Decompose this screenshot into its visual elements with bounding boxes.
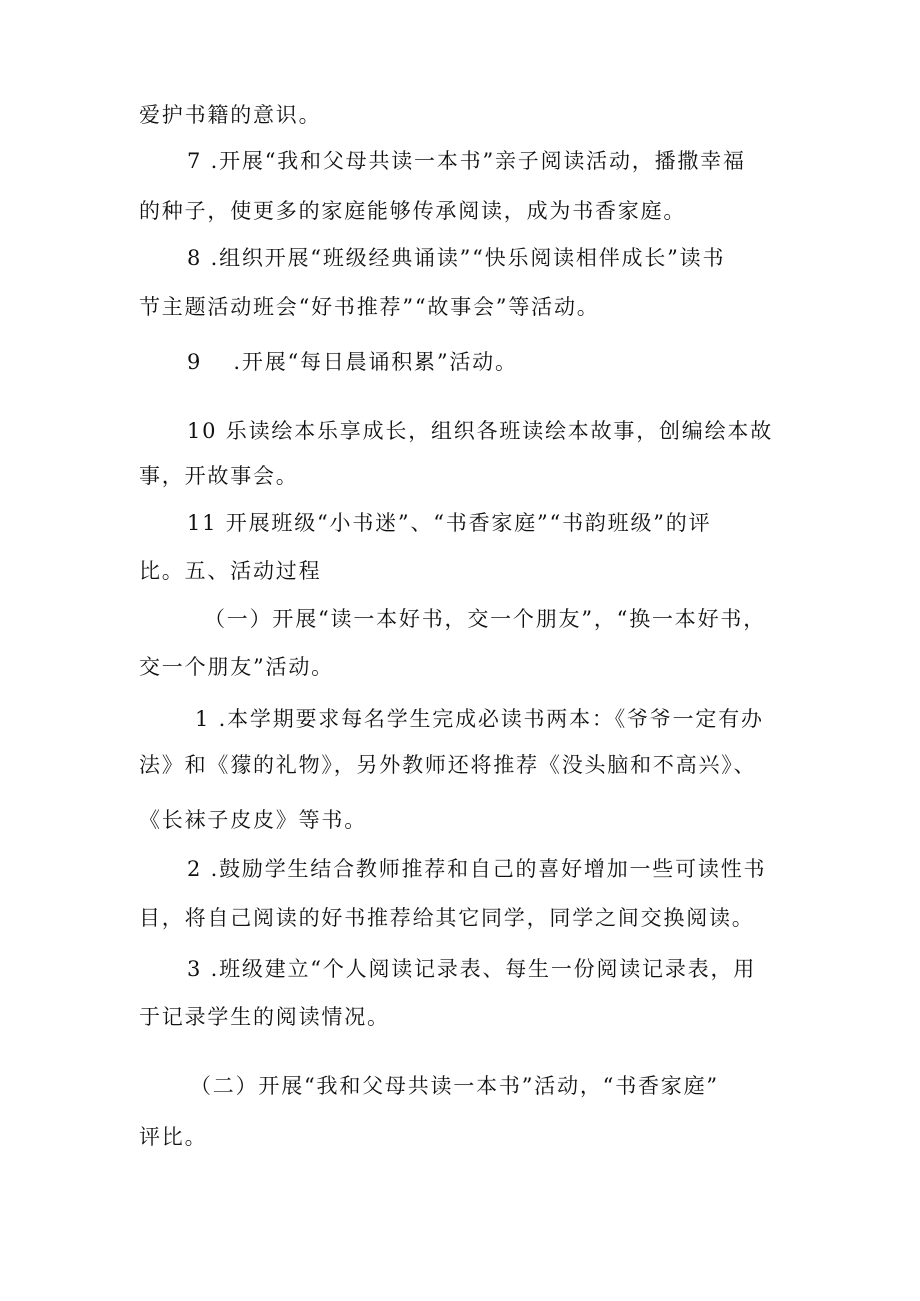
section-heading-line: 比。五、活动过程 — [139, 559, 322, 583]
list-item-2: 2 .鼓励学生结合教师推荐和自己的喜好增加一些可读性书 — [187, 857, 767, 881]
list-item-11: 11 开展班级“小书迷”、“书香家庭”“书韵班级”的评 — [187, 511, 712, 535]
text-line: 的种子，使更多的家庭能够传承阅读，成为书香家庭。 — [139, 199, 687, 223]
text-line: 交一个朋友”活动。 — [139, 655, 334, 679]
list-item-8: 8 .组织开展“班级经典诵读”“快乐阅读相伴成长”读书 — [187, 246, 726, 270]
subsection-heading-2: （二）开展“我和父母共读一本书”活动，“书香家庭” — [190, 1074, 719, 1098]
text-line: 法》和《獴的礼物》，另外教师还将推荐《没头脑和不高兴》、 — [139, 753, 757, 777]
list-item-9: 9 .开展“每日晨诵积累”活动。 — [187, 350, 518, 374]
list-item-3: 3 .班级建立“个人阅读记录表、每生一份阅读记录表，用 — [187, 957, 757, 981]
text-line: 事，开故事会。 — [139, 464, 299, 488]
subsection-heading-1: （一）开展“读一本好书，交一个朋友”，“换一本好书， — [204, 607, 767, 631]
list-item-10: 10 乐读绘本乐享成长，组织各班读绘本故事，创编绘本故 — [187, 419, 773, 443]
text-line: 目，将自己阅读的好书推荐给其它同学，同学之间交换阅读。 — [139, 906, 755, 930]
text-line: 节主题活动班会“好书推荐”“故事会”等活动。 — [139, 295, 600, 319]
text-line: 《长袜子皮皮》等书。 — [139, 808, 367, 832]
text-line: 于记录学生的阅读情况。 — [139, 1005, 390, 1029]
list-item-7: 7 .开展“我和父母共读一本书”亲子阅读活动，播撒幸福 — [187, 149, 746, 173]
text-line: 爱护书籍的意识。 — [139, 103, 322, 127]
list-item-1: 1 .本学期要求每名学生完成必读书两本：《爷爷一定有办 — [195, 707, 764, 731]
text-line: 评比。 — [139, 1125, 208, 1149]
